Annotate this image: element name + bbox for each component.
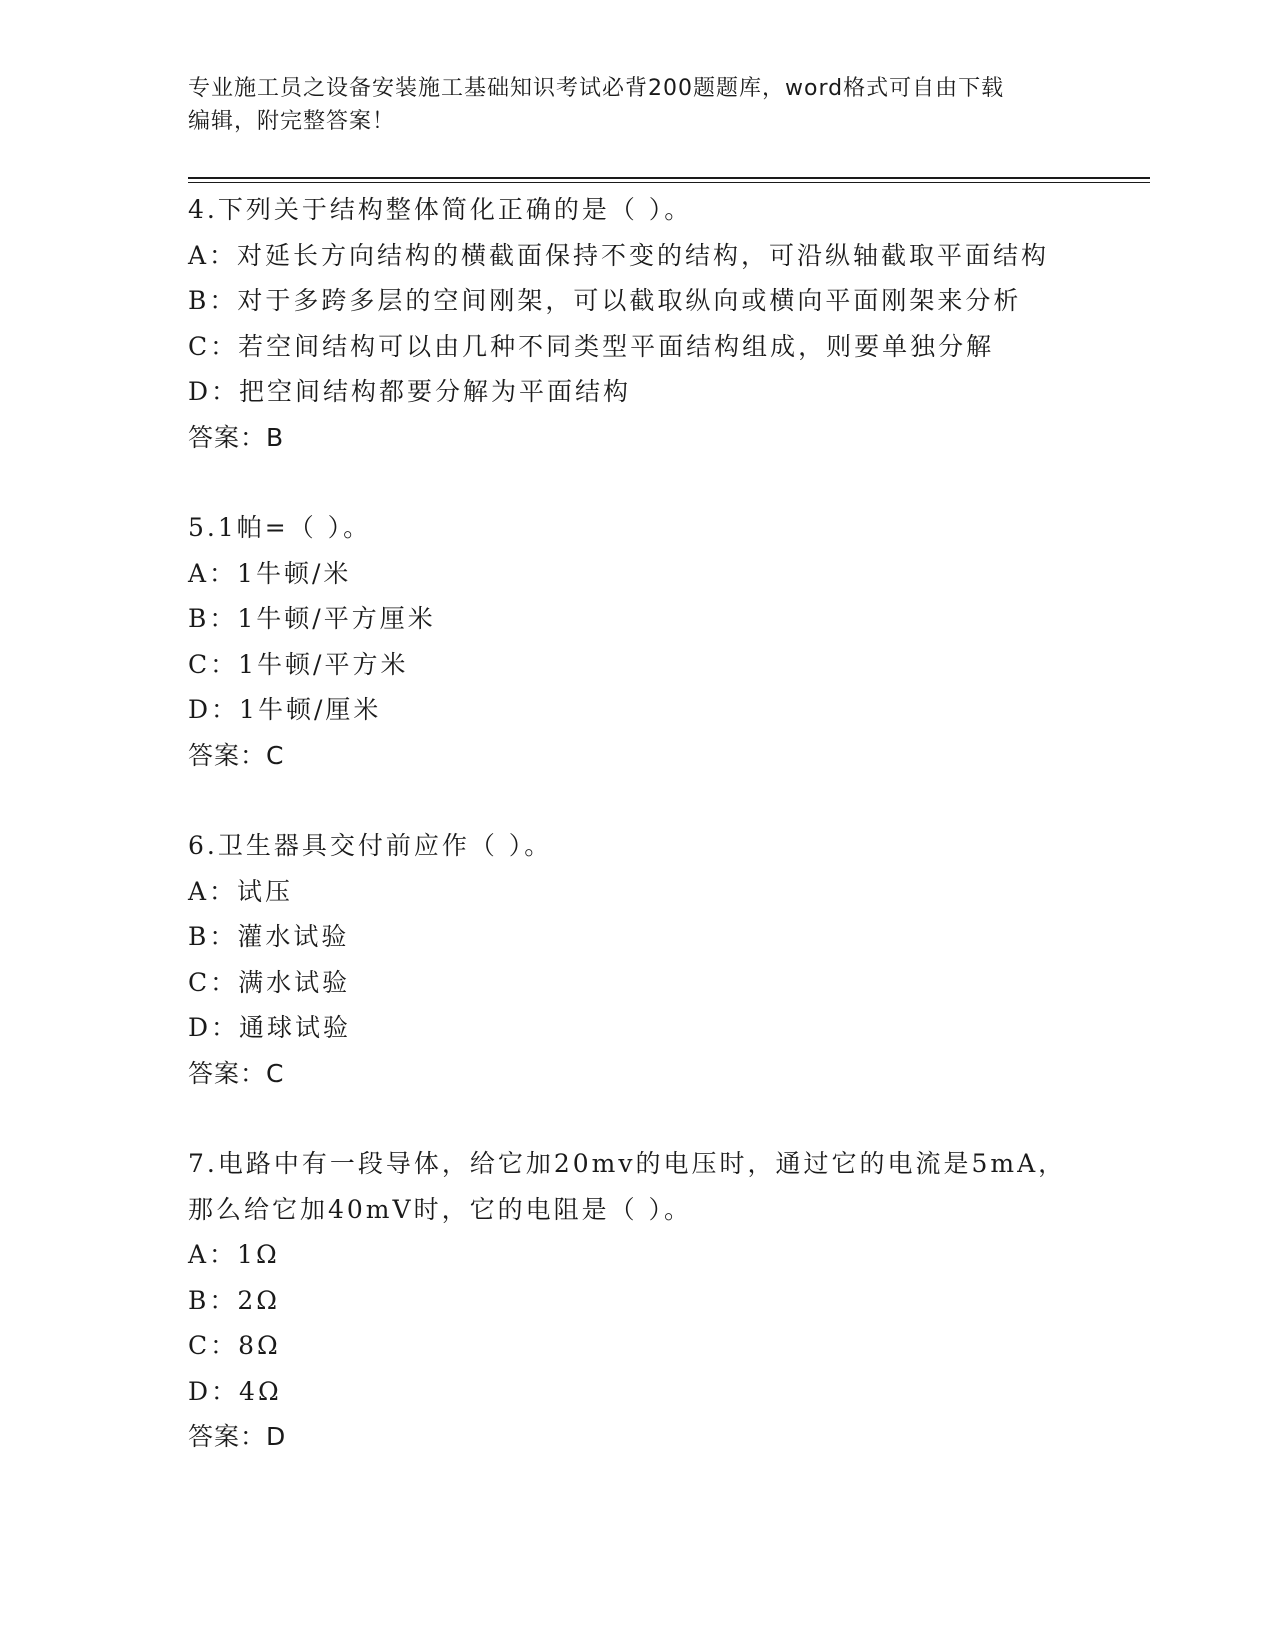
option-c: C：若空间结构可以由几种不同类型平面结构组成，则要单独分解 <box>188 331 995 361</box>
question-stem-line-1: 7.电路中有一段导体，给它加20mv的电压时，通过它的电流是5mA， <box>188 1149 1067 1178</box>
option-b: B：1牛顿/平方厘米 <box>188 604 436 633</box>
option-a: A：1Ω <box>188 1240 280 1269</box>
answer-label: 答案：C <box>188 740 285 770</box>
question-stem: 5.1帕=（ ）。 <box>188 513 372 542</box>
header-divider-thin <box>188 182 1150 183</box>
question-spacer <box>188 1096 1128 1141</box>
question-spacer <box>188 460 1128 505</box>
option-a: A：对延长方向结构的横截面保持不变的结构，可沿纵轴截取平面结构 <box>188 240 1050 270</box>
header-line-1: 专业施工员之设备安装施工基础知识考试必背200题题库，word格式可自由下载 <box>188 76 1005 101</box>
option-d: D：通球试验 <box>188 1013 352 1042</box>
option-b: B：对于多跨多层的空间刚架，可以截取纵向或横向平面刚架来分析 <box>188 286 1022 315</box>
question-7 <box>188 1141 1128 1460</box>
option-d: D：把空间结构都要分解为平面结构 <box>188 377 632 406</box>
option-a: A：试压 <box>188 876 294 906</box>
question-5 <box>188 505 1128 778</box>
answer-label: 答案：D <box>188 1422 287 1451</box>
header-line-2: 编辑，附完整答案！ <box>188 109 396 134</box>
question-stem-line-2: 那么给它加40mV时，它的电阻是（ ）。 <box>188 1194 693 1224</box>
option-c: C：1牛顿/平方米 <box>188 649 409 679</box>
option-c: C：8Ω <box>188 1331 281 1360</box>
option-c: C：满水试验 <box>188 967 351 997</box>
option-d: D：4Ω <box>188 1376 282 1406</box>
header-divider-thick <box>188 177 1150 179</box>
question-spacer <box>188 778 1128 823</box>
option-b: B：灌水试验 <box>188 922 350 951</box>
question-stem: 6.卫生器具交付前应作（ ）。 <box>188 831 553 860</box>
question-6 <box>188 823 1128 1096</box>
question-list <box>188 187 1128 1460</box>
option-b: B：2Ω <box>188 1285 281 1315</box>
answer-label: 答案：C <box>188 1058 285 1088</box>
document-header <box>188 72 1088 138</box>
option-d: D：1牛顿/厘米 <box>188 695 382 724</box>
answer-label: 答案：B <box>188 422 285 452</box>
question-4 <box>188 187 1128 460</box>
option-a: A：1牛顿/米 <box>188 558 352 588</box>
question-stem: 4.下列关于结构整体简化正确的是（ ）。 <box>188 195 693 224</box>
